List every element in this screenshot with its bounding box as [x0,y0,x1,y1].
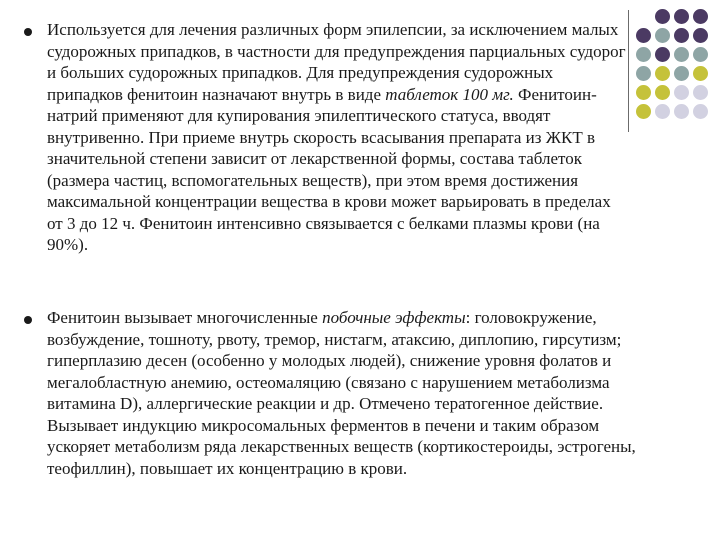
decorative-dot [693,85,708,100]
decorative-dot [636,28,651,43]
decorative-dot [674,104,689,119]
decorative-dot-grid [636,9,716,119]
decorative-dot [674,28,689,43]
bullet-marker [24,316,32,324]
decorative-dot [636,85,651,100]
decorative-dot [636,104,651,119]
decorative-dot [693,9,708,24]
bullet-text-part: Используется для лечения различных форм эпилепсии, за исключением малых судорожных припадков, в частности для предупреждения парциальных судорог и больших судорожных припадков. Для предупреждения судорожных припадков фенитоин назначают внутрь в виде [47,20,626,104]
bullet-text-italic: побочные эффекты [322,308,466,327]
decorative-dot [674,85,689,100]
decorative-dot [693,28,708,43]
decorative-dot [693,47,708,62]
decorative-divider-line [628,10,629,132]
decorative-dot [636,47,651,62]
decorative-dot [655,28,670,43]
bullet-text-indications [47,19,627,256]
decorative-dot [655,104,670,119]
decorative-dot [655,85,670,100]
decorative-dot [674,47,689,62]
decorative-dot [655,47,670,62]
decorative-dot [674,9,689,24]
bullet-text-part: Фенитоин вызывает многочисленные [47,308,323,327]
bullet-text-italic: таблеток 100 мг. [385,84,514,104]
decorative-dot [693,66,708,81]
decorative-dot [655,66,670,81]
decorative-dot [636,66,651,81]
decorative-dot [655,9,670,24]
bullet-marker [24,28,32,36]
bullet-text-side-effects [47,307,637,479]
decorative-dot [674,66,689,81]
decorative-dot [693,104,708,119]
bullet-text-part: Фенитоин-натрий применяют для купирования эпилептического статуса, вводят внутривенно. При приеме внутрь скорость всасывания препарата из ЖКТ в значительной степени зависит от лекарственной формы, состава таблеток (размера частиц, вспомогательных веществ), при этом время достижения максимальной концентрации вещества в крови может варьировать в пределах от 3 до 12 ч. Фенитоин интенсивно связывается с белками плазмы крови (на 90%). [47,84,611,254]
bullet-text-part: : головокружение, возбуждение, тошноту, рвоту, тремор, нистагм, атаксию, диплопию, гирсутизм; гиперплазию десен (особенно у молодых людей), снижение уровня фолатов и мегалобластную анемию, остеомаляцию (связано с нарушением метаболизма витамина D), аллергические реакции и др. Отмечено тератогенное действие. Вызывает индукцию микросомальных ферментов в печени и таким образом ускоряет метаболизм ряда лекарственных веществ (кортикостероиды, эстрогены, теофиллин), повышает их концентрацию в крови. [47,308,636,478]
